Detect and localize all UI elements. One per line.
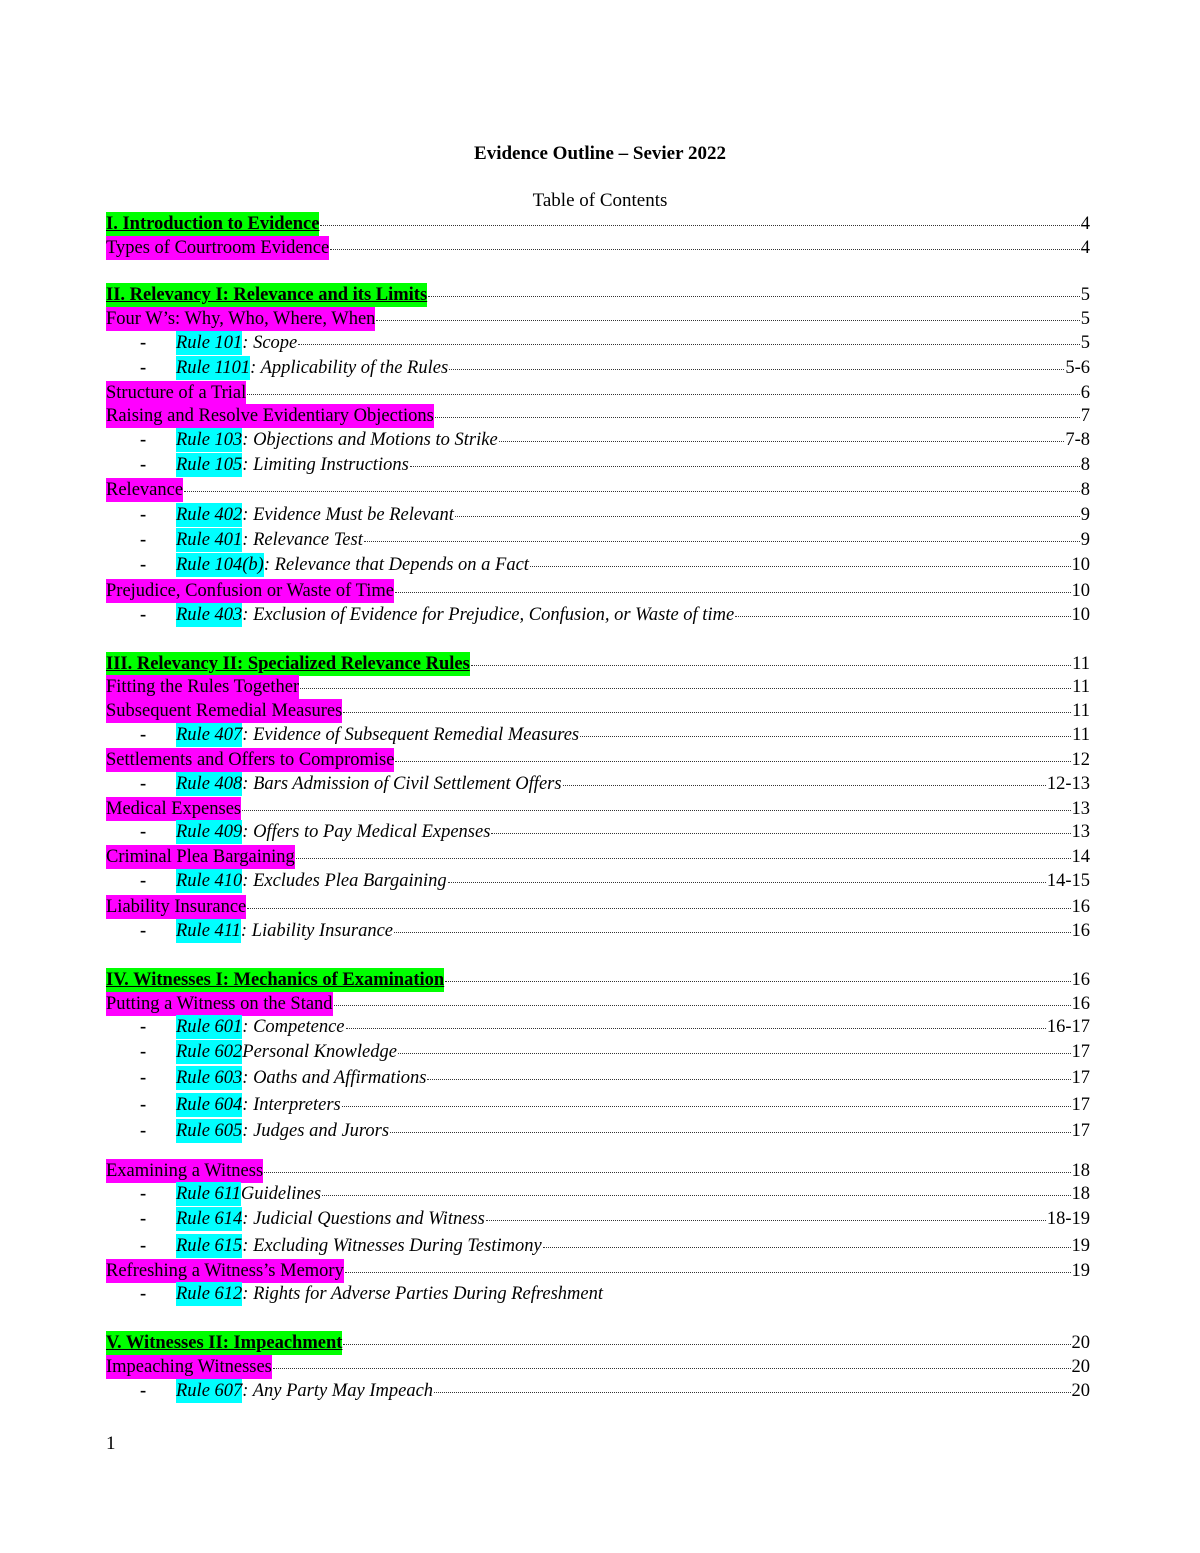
dot-leader <box>345 1271 1071 1273</box>
section-heading: III. Relevancy II: Specialized Relevance Rules <box>106 654 470 674</box>
toc-entry-topic[interactable] <box>106 579 1090 603</box>
topic-heading: Refreshing a Witness’s Memory <box>106 1261 344 1281</box>
toc-page-number: 13 <box>1071 822 1090 842</box>
dot-leader <box>247 907 1070 909</box>
toc-page-number: 10 <box>1071 581 1090 601</box>
toc-page-number: 7 <box>1080 406 1090 426</box>
dot-leader <box>334 1004 1071 1006</box>
dash-bullet-icon: - <box>140 1042 147 1062</box>
dot-leader <box>394 931 1071 933</box>
toc-entry-rule[interactable] <box>140 1093 1090 1117</box>
dot-leader <box>491 832 1070 834</box>
rule-title: : Rights for Adverse Parties During Refreshment <box>242 1284 603 1304</box>
rule-number: Rule 603 <box>176 1068 243 1088</box>
rule-number: Rule 614 <box>176 1209 243 1229</box>
toc-entry-topic[interactable] <box>106 478 1090 502</box>
rule-title: : Evidence Must be Relevant <box>242 505 454 525</box>
dot-leader <box>530 565 1071 567</box>
toc-entry-topic[interactable] <box>106 1159 1090 1183</box>
rule-number: Rule 607 <box>176 1381 243 1401</box>
rule-number: Rule 101 <box>176 333 243 353</box>
dash-bullet-icon: - <box>140 430 147 450</box>
dot-leader <box>486 1219 1046 1221</box>
topic-heading: Medical Expenses <box>106 799 242 819</box>
rule-title: : Judicial Questions and Witness <box>242 1209 485 1229</box>
toc-page-number: 5 <box>1080 333 1090 353</box>
toc-page-number: 17 <box>1071 1095 1090 1115</box>
toc-entry-rule[interactable] <box>140 331 1090 355</box>
dash-bullet-icon: - <box>140 921 147 941</box>
toc-page-number: 9 <box>1080 530 1090 550</box>
dot-leader <box>735 615 1070 617</box>
dot-leader <box>298 343 1080 345</box>
toc-page-number: 8 <box>1080 455 1090 475</box>
toc-page-number: 11 <box>1072 654 1090 674</box>
dash-bullet-icon: - <box>140 774 147 794</box>
rule-number: Rule 410 <box>176 871 243 891</box>
topic-heading: Examining a Witness <box>106 1161 264 1181</box>
toc-entry-topic[interactable] <box>106 699 1090 723</box>
section-heading: V. Witnesses II: Impeachment <box>106 1333 343 1353</box>
dot-leader <box>398 1052 1071 1054</box>
rule-title: Guidelines <box>240 1184 322 1204</box>
toc-entry-rule[interactable] <box>140 1066 1090 1090</box>
dot-leader <box>330 248 1080 250</box>
rule-title: : Relevance that Depends on a Fact <box>263 555 529 575</box>
toc-page-number: 18-19 <box>1046 1209 1090 1229</box>
rule-number: Rule 615 <box>176 1236 243 1256</box>
rule-title: : Excluding Witnesses During Testimony <box>242 1236 542 1256</box>
dash-bullet-icon: - <box>140 505 147 525</box>
dot-leader <box>428 295 1080 297</box>
dot-leader <box>563 784 1046 786</box>
toc-page-number: 14-15 <box>1046 871 1090 891</box>
topic-heading: Fitting the Rules Together <box>106 677 300 697</box>
toc-entry-topic[interactable] <box>106 992 1090 1016</box>
rule-title: : Judges and Jurors <box>242 1121 390 1141</box>
dash-bullet-icon: - <box>140 822 147 842</box>
toc-page-number: 10 <box>1071 555 1090 575</box>
toc-entry-rule[interactable] <box>140 503 1090 527</box>
toc-page-number: 11 <box>1072 701 1090 721</box>
rule-title: : Relevance Test <box>242 530 363 550</box>
toc-page-number: 12-13 <box>1046 774 1090 794</box>
rule-number: Rule 602 <box>176 1042 243 1062</box>
dot-leader <box>435 416 1080 418</box>
toc-page-number: 18 <box>1071 1184 1090 1204</box>
dash-bullet-icon: - <box>140 1284 147 1304</box>
toc-entry-section[interactable] <box>106 1331 1090 1355</box>
rule-number: Rule 611 <box>176 1184 241 1204</box>
rule-number: Rule 104(b) <box>176 555 264 575</box>
dot-leader <box>376 319 1079 321</box>
toc-entry-rule[interactable] <box>140 528 1090 552</box>
toc-entry-topic[interactable] <box>106 845 1090 869</box>
toc-page-number: 5 <box>1080 285 1090 305</box>
topic-heading: Raising and Resolve Evidentiary Objections <box>106 406 434 426</box>
dot-leader <box>343 1343 1070 1345</box>
toc-entry-topic[interactable] <box>106 1355 1090 1379</box>
toc-entry-section[interactable] <box>106 652 1090 676</box>
toc-page-number: 11 <box>1072 725 1090 745</box>
dot-leader <box>471 664 1071 666</box>
rule-title: : Liability Insurance <box>240 921 393 941</box>
toc-page-number: 14 <box>1071 847 1090 867</box>
toc-page-number: 17 <box>1071 1121 1090 1141</box>
toc-entry-rule[interactable] <box>140 356 1090 380</box>
page-number: 1 <box>106 1433 116 1454</box>
toc-entry-section[interactable] <box>106 283 1090 307</box>
toc-page-number: 4 <box>1080 238 1090 258</box>
toc-page-number: 12 <box>1071 750 1090 770</box>
toc-entry-rule[interactable] <box>140 1119 1090 1143</box>
toc-page-number: 13 <box>1071 799 1090 819</box>
dot-leader <box>449 368 1064 370</box>
rule-title: : Offers to Pay Medical Expenses <box>242 822 491 842</box>
dot-leader <box>395 760 1070 762</box>
dot-leader <box>346 1027 1046 1029</box>
dash-bullet-icon: - <box>140 1236 147 1256</box>
toc-entry-topic[interactable] <box>106 307 1090 331</box>
toc-page-number: 18 <box>1071 1161 1090 1181</box>
dash-bullet-icon: - <box>140 455 147 475</box>
rule-title: : Oaths and Affirmations <box>242 1068 427 1088</box>
topic-heading: Putting a Witness on the Stand <box>106 994 333 1014</box>
dot-leader <box>247 393 1079 395</box>
toc-entry-rule[interactable] <box>140 1015 1090 1039</box>
dot-leader <box>427 1078 1070 1080</box>
rule-title: : Exclusion of Evidence for Prejudice, Confusion, or Waste of time <box>242 605 735 625</box>
rule-number: Rule 408 <box>176 774 243 794</box>
toc-page-number: 17 <box>1071 1042 1090 1062</box>
toc-entry-topic[interactable] <box>106 236 1090 260</box>
dash-bullet-icon: - <box>140 1017 147 1037</box>
dot-leader <box>395 591 1071 593</box>
dash-bullet-icon: - <box>140 530 147 550</box>
toc-entry-rule[interactable] <box>140 1207 1090 1231</box>
dash-bullet-icon: - <box>140 1381 147 1401</box>
topic-heading: Four W’s: Why, Who, Where, When <box>106 309 376 329</box>
dot-leader <box>264 1171 1070 1173</box>
toc-entry-rule[interactable] <box>140 820 1090 844</box>
toc-page-number: 11 <box>1072 677 1090 697</box>
dot-leader <box>580 735 1071 737</box>
rule-title: : Objections and Motions to Strike <box>242 430 498 450</box>
toc-entry-rule[interactable] <box>140 428 1090 452</box>
rule-title: : Scope <box>242 333 298 353</box>
topic-heading: Types of Courtroom Evidence <box>106 238 330 258</box>
dash-bullet-icon: - <box>140 1068 147 1088</box>
topic-heading: Subsequent Remedial Measures <box>106 701 343 721</box>
toc-entry-topic[interactable] <box>106 381 1090 405</box>
toc-page-number: 19 <box>1071 1261 1090 1281</box>
section-heading: I. Introduction to Evidence <box>106 214 320 234</box>
dot-leader <box>300 687 1071 689</box>
dot-leader <box>342 1105 1071 1107</box>
dash-bullet-icon: - <box>140 605 147 625</box>
dot-leader <box>322 1194 1070 1196</box>
toc-entry-section[interactable] <box>106 968 1090 992</box>
dot-leader <box>390 1131 1070 1133</box>
toc-page-number: 16-17 <box>1046 1017 1090 1037</box>
dot-leader <box>364 540 1080 542</box>
toc-page-number: 4 <box>1080 214 1090 234</box>
rule-number: Rule 1101 <box>176 358 251 378</box>
toc-page-number: 20 <box>1071 1381 1090 1401</box>
toc-entry-topic[interactable] <box>106 895 1090 919</box>
section-heading: II. Relevancy I: Relevance and its Limits <box>106 285 428 305</box>
toc-entry-rule[interactable] <box>140 603 1090 627</box>
document-title: Evidence Outline – Sevier 2022 <box>474 143 726 164</box>
toc-entry-rule[interactable] <box>140 869 1090 893</box>
toc-entry-topic[interactable] <box>106 797 1090 821</box>
toc-page-number: 20 <box>1071 1357 1090 1377</box>
dash-bullet-icon: - <box>140 871 147 891</box>
topic-heading: Liability Insurance <box>106 897 247 917</box>
dot-leader <box>499 440 1065 442</box>
toc-page-number: 16 <box>1071 970 1090 990</box>
toc-entry-rule[interactable] <box>140 1379 1090 1403</box>
toc-page-number: 5-6 <box>1065 358 1090 378</box>
dot-leader <box>343 711 1071 713</box>
toc-entry-rule[interactable] <box>140 919 1090 943</box>
dash-bullet-icon: - <box>140 358 147 378</box>
rule-number: Rule 105 <box>176 455 243 475</box>
toc-page-number: 20 <box>1071 1333 1090 1353</box>
toc-page-number: 6 <box>1080 383 1090 403</box>
dash-bullet-icon: - <box>140 1121 147 1141</box>
rule-number: Rule 409 <box>176 822 243 842</box>
rule-title: Personal Knowledge <box>242 1042 397 1062</box>
dash-bullet-icon: - <box>140 725 147 745</box>
rule-number: Rule 605 <box>176 1121 243 1141</box>
rule-number: Rule 403 <box>176 605 243 625</box>
toc-heading: Table of Contents <box>532 190 668 211</box>
rule-title: : Competence <box>242 1017 345 1037</box>
toc-entry-topic[interactable] <box>106 1259 1090 1283</box>
rule-number: Rule 402 <box>176 505 243 525</box>
rule-title: : Interpreters <box>242 1095 341 1115</box>
toc-entry-rule[interactable] <box>140 1234 1090 1258</box>
toc-entry-rule[interactable] <box>140 723 1090 747</box>
rule-title: : Evidence of Subsequent Remedial Measures <box>242 725 580 745</box>
dash-bullet-icon: - <box>140 1184 147 1204</box>
dot-leader <box>445 980 1070 982</box>
toc-entry-rule[interactable] <box>140 1040 1090 1064</box>
dot-leader <box>273 1367 1071 1369</box>
topic-heading: Impeaching Witnesses <box>106 1357 272 1377</box>
dot-leader <box>296 857 1071 859</box>
dot-leader <box>448 881 1046 883</box>
dash-bullet-icon: - <box>140 1095 147 1115</box>
toc-page-number: 8 <box>1080 480 1090 500</box>
topic-heading: Criminal Plea Bargaining <box>106 847 295 867</box>
toc-entry-rule[interactable] <box>140 553 1090 577</box>
toc-page-number: 5 <box>1080 309 1090 329</box>
topic-heading: Relevance <box>106 480 184 500</box>
rule-number: Rule 612 <box>176 1284 243 1304</box>
toc-entry-topic[interactable] <box>106 675 1090 699</box>
dot-leader <box>242 809 1070 811</box>
rule-number: Rule 401 <box>176 530 243 550</box>
dash-bullet-icon: - <box>140 333 147 353</box>
toc-entry-rule[interactable] <box>140 772 1090 796</box>
rule-number: Rule 411 <box>176 921 241 941</box>
toc-page-number: 7-8 <box>1065 430 1090 450</box>
toc-entry-section[interactable] <box>106 212 1090 236</box>
toc-page-number: 16 <box>1071 897 1090 917</box>
toc-entry-topic[interactable] <box>106 404 1090 428</box>
rule-number: Rule 407 <box>176 725 243 745</box>
toc-page-number: 19 <box>1071 1236 1090 1256</box>
toc-page-number: 16 <box>1071 921 1090 941</box>
dot-leader <box>434 1391 1070 1393</box>
rule-title: : Limiting Instructions <box>242 455 409 475</box>
rule-title: : Applicability of the Rules <box>250 358 449 378</box>
rule-title: : Any Party May Impeach <box>242 1381 434 1401</box>
dot-leader <box>455 515 1080 517</box>
toc-page-number: 16 <box>1071 994 1090 1014</box>
toc-page-number: 9 <box>1080 505 1090 525</box>
toc-entry-rule[interactable] <box>140 1182 1090 1206</box>
rule-number: Rule 103 <box>176 430 243 450</box>
rule-number: Rule 601 <box>176 1017 243 1037</box>
dot-leader <box>184 490 1080 492</box>
rule-title: : Excludes Plea Bargaining <box>242 871 447 891</box>
toc-entry-rule[interactable] <box>140 453 1090 477</box>
dot-leader <box>320 224 1079 226</box>
toc-entry-rule[interactable] <box>140 1282 1090 1306</box>
topic-heading: Prejudice, Confusion or Waste of Time <box>106 581 394 601</box>
topic-heading: Settlements and Offers to Compromise <box>106 750 395 770</box>
dot-leader <box>410 465 1080 467</box>
toc-page-number: 17 <box>1071 1068 1090 1088</box>
section-heading: IV. Witnesses I: Mechanics of Examination <box>106 970 445 990</box>
dot-leader <box>543 1246 1071 1248</box>
rule-title: : Bars Admission of Civil Settlement Offers <box>242 774 562 794</box>
dash-bullet-icon: - <box>140 1209 147 1229</box>
dash-bullet-icon: - <box>140 555 147 575</box>
rule-number: Rule 604 <box>176 1095 243 1115</box>
topic-heading: Structure of a Trial <box>106 383 247 403</box>
toc-entry-topic[interactable] <box>106 748 1090 772</box>
toc-page-number: 10 <box>1071 605 1090 625</box>
